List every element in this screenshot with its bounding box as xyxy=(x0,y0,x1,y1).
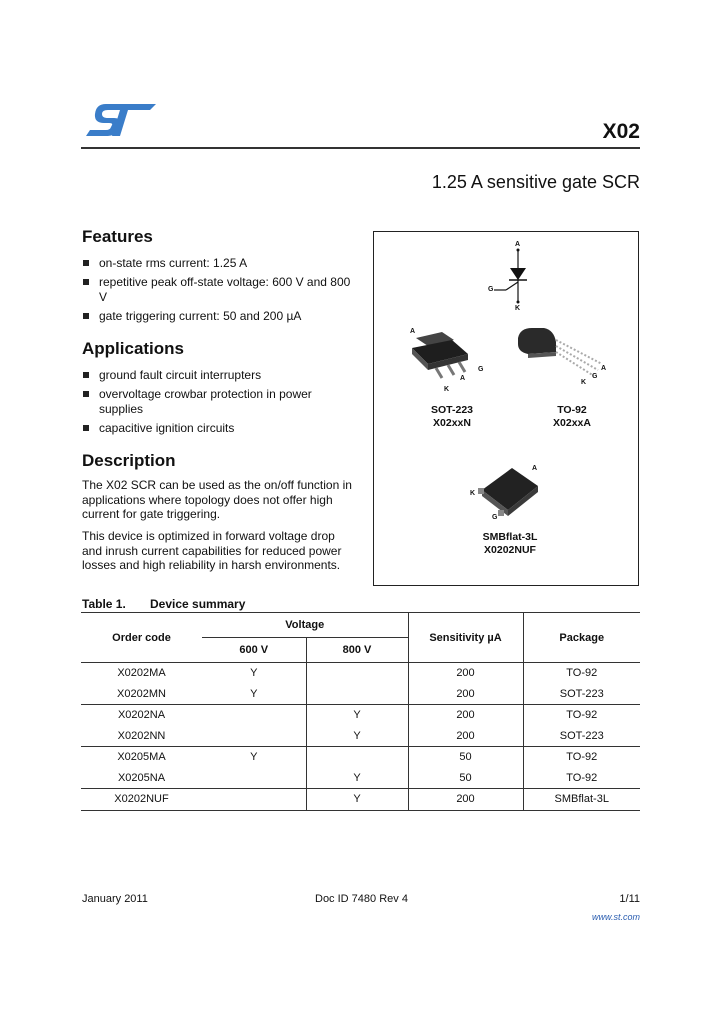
cell-sensitivity: 50 xyxy=(408,747,523,768)
symbol-pin-cathode: K xyxy=(515,305,521,312)
to92-pin-3: A xyxy=(601,365,607,372)
list-item: ground fault circuit interrupters xyxy=(82,368,352,383)
cell-package: SOT-223 xyxy=(523,684,640,705)
sot223-code: X02xxN xyxy=(433,417,471,429)
list-item: on-state rms current: 1.25 A xyxy=(82,256,352,271)
table-title: Device summary xyxy=(150,597,246,611)
table-row xyxy=(81,768,640,789)
cell-sensitivity: 200 xyxy=(408,705,523,726)
cell-sensitivity: 200 xyxy=(408,684,523,705)
cell-800v: Y xyxy=(306,789,408,811)
cell-order-code: X0202NA xyxy=(117,709,166,722)
table-row xyxy=(81,726,640,747)
device-summary-table xyxy=(81,612,640,811)
footer-date: January 2011 xyxy=(82,893,148,905)
smbflat-pin-3: G xyxy=(492,514,498,521)
cell-package: TO-92 xyxy=(523,663,640,684)
cell-600v: Y xyxy=(250,751,258,764)
cell-order-code: X0202NN xyxy=(81,726,202,747)
sot223-pin-4: G xyxy=(478,366,484,373)
cell-order-code: X0205NA xyxy=(81,768,202,789)
cell-sensitivity: 200 xyxy=(408,789,523,811)
cell-package: SOT-223 xyxy=(523,726,640,747)
cell-600v: Y xyxy=(202,684,306,705)
smbflat-code: X0202NUF xyxy=(484,544,536,556)
part-number: X02 xyxy=(602,120,640,143)
cell-800v: Y xyxy=(306,705,408,726)
header-rule-2 xyxy=(81,148,640,149)
cell-order-code: X0205MA xyxy=(117,751,166,764)
cell-800v xyxy=(306,684,408,705)
smbflat-label xyxy=(462,531,558,557)
table-row xyxy=(81,684,640,705)
table-row xyxy=(81,747,640,768)
cell-sensitivity: 200 xyxy=(408,726,523,747)
cell-800v xyxy=(306,663,408,684)
smbflat-pin-1: A xyxy=(532,465,538,472)
smbflat-name: SMBflat-3L xyxy=(482,531,538,543)
to92-pin-1: K xyxy=(581,379,587,386)
applications-list xyxy=(82,368,352,440)
cell-600v: Y xyxy=(250,667,258,680)
cell-600v xyxy=(202,789,306,811)
header-order-code: Order code xyxy=(81,613,202,663)
smbflat-pin-2: K xyxy=(470,490,476,497)
cell-800v xyxy=(306,747,408,768)
cell-sensitivity: 200 xyxy=(408,663,523,684)
sot223-pin-1: A xyxy=(410,328,416,335)
cell-package: TO-92 xyxy=(523,768,640,789)
cell-package: SMBflat-3L xyxy=(523,789,640,811)
sot223-name: SOT-223 xyxy=(430,404,474,416)
table-row xyxy=(81,663,640,684)
cell-package: TO-92 xyxy=(523,747,640,768)
sot223-package-icon xyxy=(402,330,492,392)
footer-doc-id: Doc ID 7480 Rev 4 xyxy=(315,893,408,905)
to92-pin-2: G xyxy=(592,373,598,380)
scr-symbol-icon xyxy=(482,240,534,312)
cell-package: TO-92 xyxy=(523,705,640,726)
list-item: gate triggering current: 50 and 200 µA xyxy=(82,309,352,324)
header-600v: 600 V xyxy=(202,638,306,663)
to92-name: TO-92 xyxy=(557,404,587,416)
cell-600v xyxy=(202,726,306,747)
cell-order-code: X0202MN xyxy=(81,684,202,705)
table-number: Table 1. xyxy=(82,597,126,611)
to92-code: X02xxA xyxy=(553,417,591,429)
description-paragraph-1: The X02 SCR can be used as the on/off function in applications where topology does not offer high current for gate triggering. xyxy=(82,478,352,521)
cell-order-code: X0202MA xyxy=(117,667,166,680)
features-heading: Features xyxy=(82,227,153,246)
cell-sensitivity: 50 xyxy=(408,768,523,789)
sot223-label xyxy=(404,404,500,430)
symbol-pin-gate: G xyxy=(488,286,494,293)
symbol-pin-anode: A xyxy=(515,241,521,248)
document-subtitle: 1.25 A sensitive gate SCR xyxy=(431,172,640,192)
description-paragraph-2: This device is optimized in forward voltage drop and inrush current capabilities for reduced power losses and high reliability in harsh environments. xyxy=(82,529,342,572)
cell-800v: Y xyxy=(306,768,408,789)
list-item: overvoltage crowbar protection in power supplies xyxy=(82,387,352,417)
description-heading: Description xyxy=(82,451,176,470)
website-link[interactable]: www.st.com xyxy=(591,912,640,922)
header-voltage: Voltage xyxy=(202,613,408,638)
footer-page: 1/11 xyxy=(619,893,640,905)
list-item: capacitive ignition circuits xyxy=(82,421,352,436)
cell-600v xyxy=(202,768,306,789)
cell-order-code: X0202NUF xyxy=(81,789,202,811)
package-figure xyxy=(373,231,639,586)
features-list xyxy=(82,256,352,328)
header-800v: 800 V xyxy=(306,638,408,663)
list-item: repetitive peak off-state voltage: 600 V and 800 V xyxy=(82,275,352,305)
applications-heading: Applications xyxy=(82,339,185,358)
sot223-pin-2: K xyxy=(444,386,450,393)
sot223-pin-3: A xyxy=(460,375,466,382)
header-package: Package xyxy=(523,613,640,663)
header-sensitivity: Sensitivity µA xyxy=(408,613,523,663)
st-logo xyxy=(84,96,160,140)
to92-label xyxy=(524,404,620,430)
cell-800v: Y xyxy=(306,726,408,747)
table-row xyxy=(81,789,640,811)
table-caption xyxy=(82,597,245,611)
cell-600v xyxy=(202,705,306,726)
table-row xyxy=(81,705,640,726)
smbflat-package-icon xyxy=(476,464,546,526)
